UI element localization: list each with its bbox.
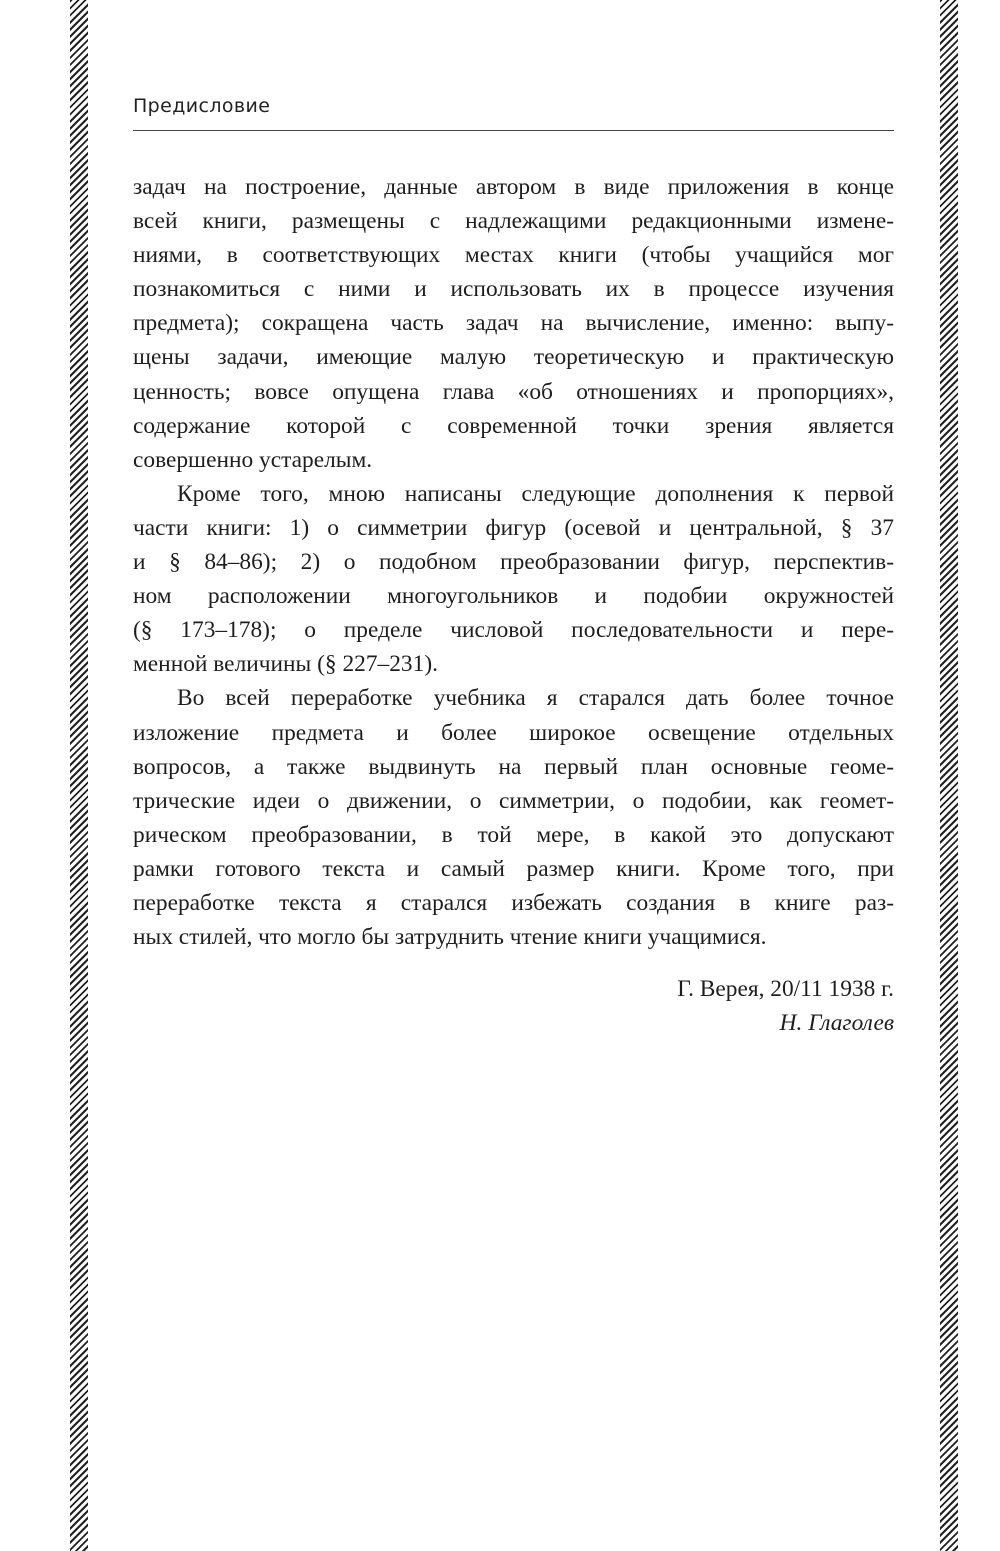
text-line: Во всей переработке учебника я старался дать более точное (177, 685, 894, 712)
header-rule (133, 130, 894, 131)
text-line: Кроме того, мною написаны следующие дополнения к первой (177, 480, 894, 507)
signoff (133, 972, 894, 1040)
text-line: рамки готового текста и самый размер книги. Кроме того, при (133, 855, 894, 882)
text-line: щены задачи, имеющие малую теоретическую и практическую (133, 344, 894, 371)
author-name: Н. Глаголев (779, 1010, 894, 1036)
text-line: рическом преобразовании, в той мере, в какой это допускают (133, 821, 894, 848)
text-line: части книги: 1) о симметрии фигур (осевой и центральной, § 37 (133, 514, 894, 541)
text-line: вопросов, а также выдвинуть на первый план основные геоме- (133, 753, 894, 780)
text-line: содержание которой с современной точки зрения является (133, 412, 894, 439)
text-line: предмета); сокращена часть задач на вычисление, именно: выпу- (133, 310, 894, 337)
right-page-edge (940, 0, 958, 1551)
text-line: всей книги, размещены с надлежащими редакционными измене- (133, 208, 894, 235)
text-line: изложение предмета и более широкое освещение отдельных (133, 719, 894, 746)
place-date: Г. Верея, 20/11 1938 г. (677, 976, 894, 1002)
text-line: менной величины (§ 227–231). (133, 651, 438, 678)
text-line: ных стилей, что могло бы затруднить чтение книги учащимися. (133, 924, 767, 951)
text-line: (§ 173–178); о пределе числовой последовательности и пере- (133, 617, 894, 644)
text-line: ценность; вовсе опущена глава «об отношениях и пропорциях», (133, 378, 894, 405)
text-line: ниями, в соответствующих местах книги (чтобы учащийся мог (133, 242, 894, 269)
text-line: переработке текста я старался избежать создания в книге раз- (133, 889, 894, 916)
text-line: ном расположении многоугольников и подобии окружностей (133, 583, 894, 610)
text-line: познакомиться с ними и использовать их в процессе изучения (133, 276, 894, 303)
text-line: трические идеи о движении, о симметрии, о подобии, как геомет- (133, 787, 894, 814)
paragraph (133, 477, 894, 682)
text-line: и § 84–86); 2) о подобном преобразовании фигур, перспектив- (133, 549, 894, 576)
text-line: совершенно устарелым. (133, 446, 373, 473)
text-line: задач на построение, данные автором в виде приложения в конце (133, 174, 894, 200)
body-text (133, 170, 894, 954)
running-head: Предисловие (133, 95, 271, 117)
left-page-edge (70, 0, 88, 1551)
paragraph (133, 681, 894, 954)
paragraph (133, 170, 894, 477)
